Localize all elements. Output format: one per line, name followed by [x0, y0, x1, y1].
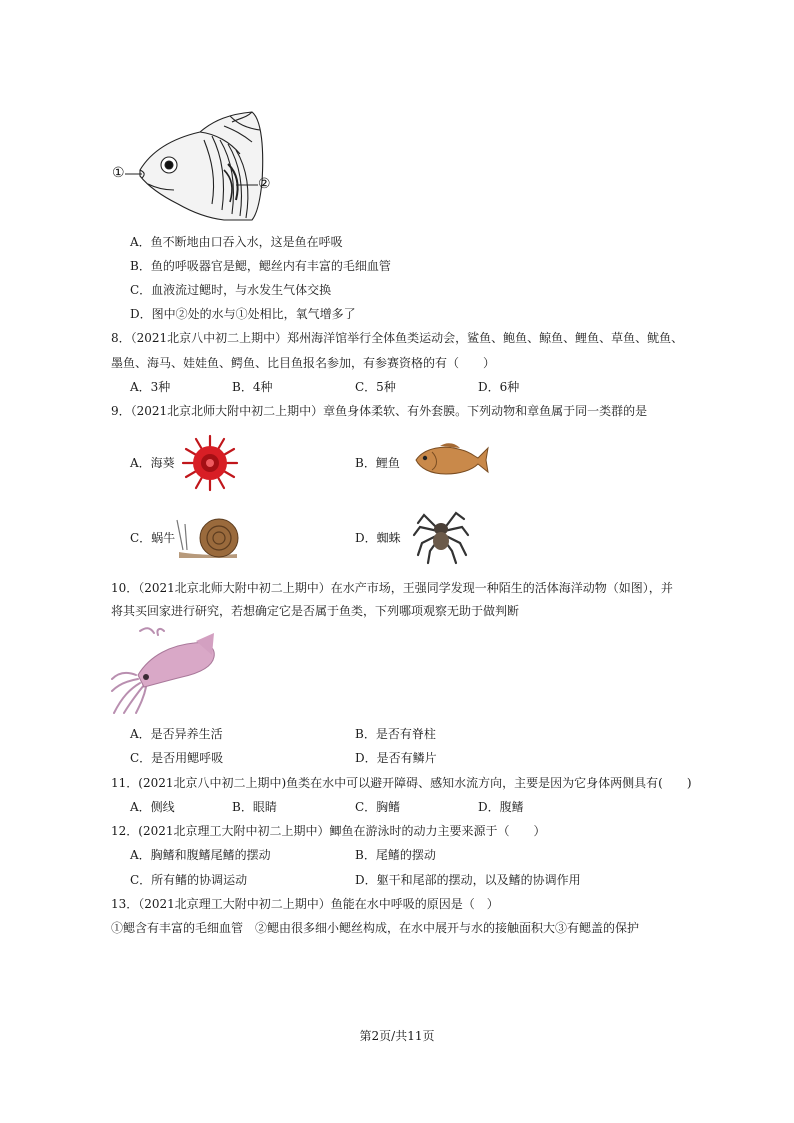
q7-option-a: A．鱼不断地由口吞入水，这是鱼在呼吸: [130, 235, 343, 249]
q11-option-d: D．腹鳍: [478, 800, 524, 814]
page-number: 第2页/共11页: [359, 1029, 435, 1043]
q10-option-c: C．是否用鳃呼吸: [130, 751, 224, 765]
q8-text-line2: 墨鱼、海马、娃娃鱼、鳄鱼、比目鱼报名参加，有参赛资格的有（ ）: [111, 356, 496, 370]
q11-option-b: B．眼睛: [232, 800, 277, 814]
squid-image: [110, 625, 220, 715]
q11-option-c: C．胸鳍: [355, 800, 401, 814]
carp-image: [410, 440, 490, 480]
fish-label-2: ②: [258, 176, 271, 192]
q12-text: 12．(2021北京理工大附中初二上期中）鲫鱼在游泳时的动力主要来源于（ ）: [111, 824, 546, 838]
q9-option-b: B．鲤鱼: [355, 456, 400, 470]
q12-option-a: A．胸鳍和腹鳍尾鳍的摆动: [130, 848, 271, 862]
q7-option-c: C．血液流过鳃时，与水发生气体交换: [130, 283, 332, 297]
q12-option-c: C．所有鳍的协调运动: [130, 873, 248, 887]
q9-option-c: C．蜗牛: [130, 531, 176, 545]
q10-option-d: D．是否有鳞片: [355, 751, 437, 765]
q9-option-a: A．海葵: [130, 456, 175, 470]
q10-option-a: A．是否异养生活: [130, 727, 223, 741]
q10-text-line1: 10．（2021北京北师大附中初二上期中）在水产市场，王强同学发现一种陌生的活体海洋动物（如图），并: [111, 581, 673, 595]
q8-option-b: B．4种: [232, 380, 273, 394]
q8-option-c: C．5种: [355, 380, 396, 394]
q12-option-d: D．躯干和尾部的摆动，以及鳍的协调作用: [355, 873, 581, 887]
spider-image: [410, 503, 472, 565]
q13-text: 13．（2021北京理工大附中初二上期中）鱼能在水中呼吸的原因是（ ）: [111, 897, 499, 911]
fish-head-figure: [112, 110, 277, 222]
q9-option-d: D．蜘蛛: [355, 531, 401, 545]
q9-text: 9．（2021北京北师大附中初二上期中）章鱼身体柔软、有外套膜。下列动物和章鱼属于同一类群的是: [111, 404, 648, 418]
q8-option-a: A．3种: [130, 380, 171, 394]
q11-text: 11．(2021北京八中初二上期中)鱼类在水中可以避开障碍、感知水流方向，主要是因为它身体两侧具有( ): [111, 776, 692, 790]
q8-text-line1: 8．（2021北京八中初二上期中）郑州海洋馆举行全体鱼类运动会，鲨鱼、鲍鱼、鲸鱼、鲤鱼、草鱼、鱿鱼、: [111, 331, 684, 345]
q7-option-b: B．鱼的呼吸器官是鳃，鳃丝内有丰富的毛细血管: [130, 259, 391, 273]
q7-option-d: D．图中②处的水与①处相比，氧气增多了: [130, 307, 356, 321]
snail-image: [175, 510, 245, 560]
q8-option-d: D．6种: [478, 380, 520, 394]
q13-statements: ①鳃含有丰富的毛细血管 ②鳃由很多细小鳃丝构成，在水中展开与水的接触面积大③有鳃盖的保护: [111, 921, 640, 935]
fish-label-1: ①: [112, 165, 125, 181]
q10-text-line2: 将其买回家进行研究，若想确定它是否属于鱼类，下列哪项观察无助于做判断: [111, 604, 520, 618]
q11-option-a: A．侧线: [130, 800, 175, 814]
sea-anemone-image: [180, 433, 240, 493]
q12-option-b: B．尾鳍的摆动: [355, 848, 436, 862]
q10-option-b: B．是否有脊柱: [355, 727, 436, 741]
